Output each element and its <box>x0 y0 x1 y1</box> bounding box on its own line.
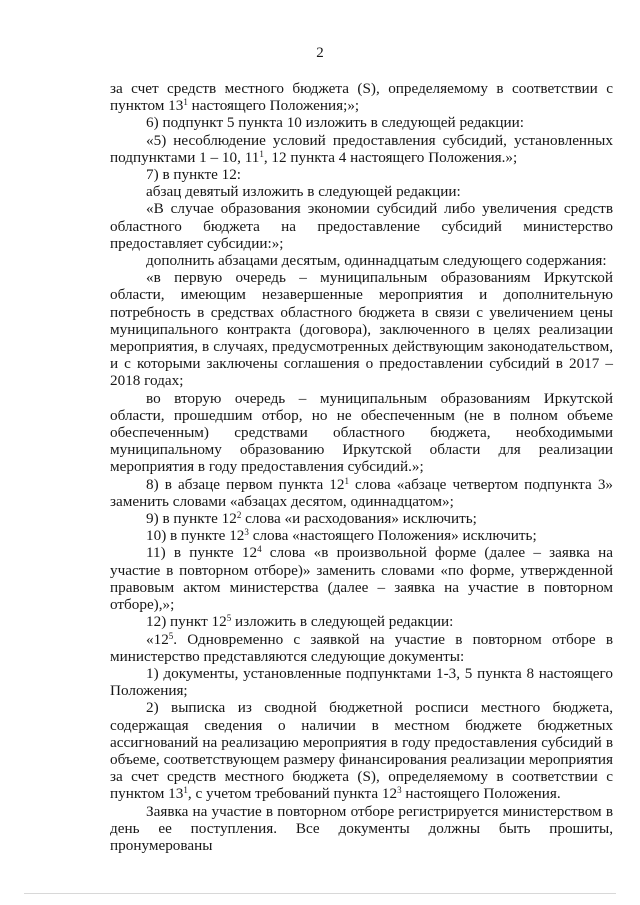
text-run: слова «и расходования» исключить; <box>241 510 477 528</box>
text-run: «В случае образования экономии субсидий либо увеличения средств областного бюджета на предоставление субсидий министерство предоставляет субсидии:»; <box>110 200 613 252</box>
superscript: 4 <box>257 544 262 555</box>
paragraph <box>110 200 613 252</box>
text-run: 1) документы, установленные подпунктами 1-3, 5 пункта 8 настоящего Положения; <box>110 664 613 700</box>
superscript: 5 <box>168 630 174 641</box>
text-run: 8) в абзаце первом пункта 12 <box>146 475 345 493</box>
superscript: 2 <box>236 510 242 521</box>
text-run: 2) выписка из сводной бюджетной росписи местного бюджета, содержащая сведения о наличии в местном бюджете бюджетных ассигнований на реализацию мероприятия в году предоставления субсидий в объеме, соответствующем размеру финансирования реализации мероприятия за счет средств местного бюджета (S), определяемому в соответствии с пунктом 13 <box>110 699 613 803</box>
text-run: изложить в следующей редакции: <box>231 613 454 631</box>
superscript: 3 <box>244 527 249 538</box>
text-run: «в первую очередь – муниципальным образованиям Иркутской области, имеющим незавершенные мероприятия и дополнительную потребность в средствах областного бюджета в связи с увеличением цены муниципального контракта (договора), заключенного в целях реализации мероприятия, в случаях, предусмотренных действующим законодательством, и с которыми заключены соглашения о предоставлении субсидий в 2017 – 2018 годах; <box>110 269 613 390</box>
text-run: . Одновременно с заявкой на участие в повторном отборе в министерство представляются следующие документы: <box>110 630 613 665</box>
text-run: 6) подпункт 5 пункта 10 изложить в следующей редакции: <box>146 114 525 132</box>
paragraph <box>110 166 613 183</box>
text-run: за счет средств местного бюджета (S), определяемому в соответствии с пунктом 13 <box>110 80 613 115</box>
superscript: 1 <box>344 475 349 486</box>
page-number: 2 <box>316 45 324 61</box>
text-run: дополнить абзацами десятым, одиннадцатым следующего содержания: <box>146 252 607 270</box>
text-run: Заявка на участие в повторном отборе регистрируется министерством в день ее поступления. Все документы должны быть прошиты, пронумерованы <box>110 802 613 854</box>
text-run: «12 <box>146 630 169 648</box>
paragraph <box>110 544 613 613</box>
paragraph <box>110 390 613 476</box>
text-run: 7) в пункте 12: <box>146 166 242 184</box>
superscript: 5 <box>226 613 232 624</box>
paragraph <box>110 269 613 389</box>
superscript: 1 <box>259 148 264 159</box>
paragraph <box>110 631 613 665</box>
document-body <box>110 80 613 854</box>
text-run: слова «абзаце четвертом подпункта 3» заменить словами «абзацах десятом, одиннадцатом»; <box>110 475 614 510</box>
paragraph <box>110 665 613 699</box>
text-run: 11) в пункте 12 <box>146 544 258 562</box>
text-run: слова «настоящего Положения» исключить; <box>248 527 537 545</box>
text-run: во вторую очередь – муниципальным образованиям Иркутской области, прошедшим отбор, но не обеспеченным (не в полном объеме обеспеченным) средствами областного бюджета, необходимыми муниципальному образованию Иркутской области для реализации мероприятия в году предоставления субсидий.»; <box>110 389 613 476</box>
paragraph <box>110 699 613 802</box>
paragraph <box>110 114 613 131</box>
scan-bottom-edge <box>24 893 616 894</box>
text-run: настоящего Положения. <box>401 785 561 803</box>
text-run: , 12 пункта 4 настоящего Положения.»; <box>263 148 518 166</box>
paragraph <box>110 613 613 630</box>
text-run: слова «в произвольной форме (далее – заявка на участие в повторном отборе)» заменить словами «по форме, утвержденной правовым актом министерства (далее – заявка на участие в повторном отборе),»; <box>110 544 613 614</box>
text-run: настоящего Положения;»; <box>187 97 360 115</box>
text-run: абзац девятый изложить в следующей редакции: <box>146 183 461 201</box>
text-run: «5) несоблюдение условий предоставления субсидий, установленных подпунктами 1 – 10, 11 <box>110 131 613 166</box>
text-run: 12) пункт 12 <box>146 613 227 631</box>
superscript: 3 <box>397 785 402 796</box>
text-run: 10) в пункте 12 <box>146 527 245 545</box>
paragraph <box>110 132 613 166</box>
paragraph <box>110 476 613 510</box>
paragraph <box>110 803 613 855</box>
superscript: 1 <box>183 785 188 796</box>
text-run: 9) в пункте 12 <box>146 510 237 528</box>
paragraph <box>110 80 613 114</box>
paragraph <box>110 183 613 200</box>
paragraph <box>110 527 613 544</box>
text-run: , с учетом требований пункта 12 <box>187 785 398 803</box>
paragraph <box>110 252 613 269</box>
superscript: 1 <box>183 97 188 108</box>
paragraph <box>110 510 613 527</box>
